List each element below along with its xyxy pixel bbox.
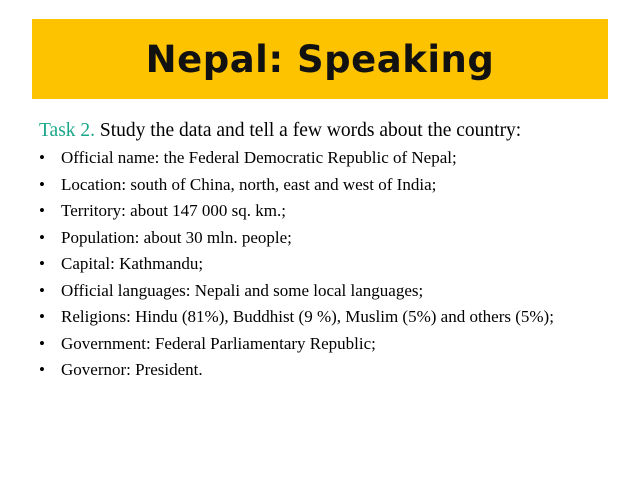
list-item-text: Population: about 30 mln. people; xyxy=(61,227,292,247)
task-instruction xyxy=(39,118,609,144)
task-text: Study the data and tell a few words about the country: xyxy=(95,120,522,141)
list-item-text: Location: south of China, north, east and west of India; xyxy=(61,174,437,194)
list-item-text: Religions: Hindu (81%), Buddhist (9 %), Muslim (5%) and others (5%); xyxy=(61,307,554,326)
bullet-icon: • xyxy=(39,333,45,353)
list-item-text: Official languages: Nepali and some local languages; xyxy=(61,280,424,300)
list-item xyxy=(39,307,609,327)
list-item xyxy=(39,148,609,168)
facts-list xyxy=(39,148,609,380)
list-item xyxy=(39,254,609,274)
slide-content xyxy=(39,118,609,387)
task-label: Task 2. xyxy=(39,120,96,141)
list-item xyxy=(39,360,609,380)
bullet-icon: • xyxy=(39,280,45,300)
list-item-text: Government: Federal Parliamentary Republic; xyxy=(61,333,376,353)
list-item xyxy=(39,175,609,195)
bullet-icon: • xyxy=(39,174,45,194)
list-item-text: Governor: President. xyxy=(61,360,203,379)
list-item xyxy=(39,228,609,248)
list-item-text: Official name: the Federal Democratic Republic of Nepal; xyxy=(61,148,457,167)
list-item-text: Territory: about 147 000 sq. km.; xyxy=(61,201,286,220)
list-item xyxy=(39,334,609,354)
bullet-icon: • xyxy=(39,360,45,379)
title-bar xyxy=(32,19,608,99)
bullet-icon: • xyxy=(39,254,45,273)
bullet-icon: • xyxy=(39,307,45,326)
bullet-icon: • xyxy=(39,201,45,220)
slide-title: Nepal: Speaking xyxy=(145,37,495,81)
bullet-icon: • xyxy=(39,148,45,167)
list-item xyxy=(39,201,609,221)
bullet-icon: • xyxy=(39,227,45,247)
list-item xyxy=(39,281,609,301)
list-item-text: Capital: Kathmandu; xyxy=(61,254,204,273)
